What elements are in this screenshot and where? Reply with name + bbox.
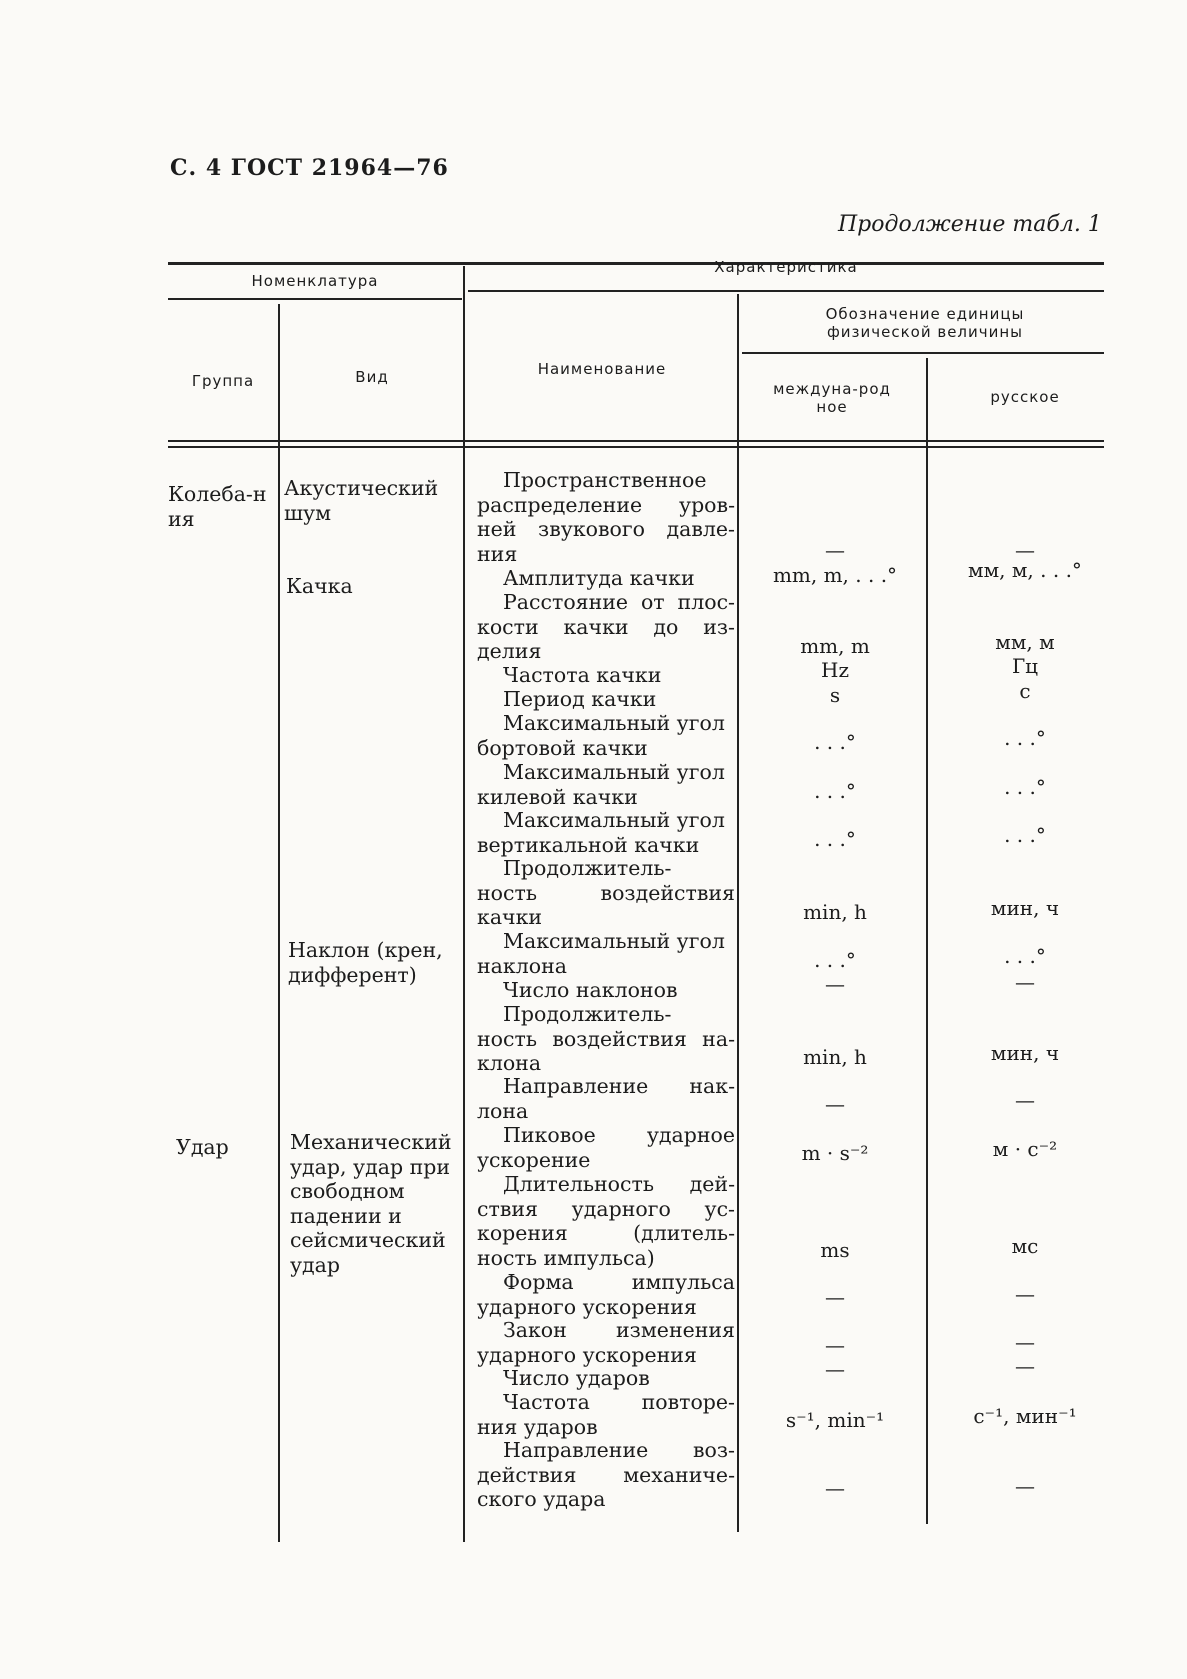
unit-intl-row-15: — [825,1285,845,1309]
name-line: ность воздействия на- [477,1026,735,1051]
unit-intl-row-2: mm, m [800,634,870,658]
name-line: Продолжитель- [503,856,672,880]
unit-rus-row-4: с [1019,679,1031,703]
unit-intl-row-6: . . .° [814,779,856,803]
unit-intl-row-4: s [829,683,841,707]
name-line: Число ударов [503,1366,650,1390]
unit-rus-row-3: Гц [1011,654,1039,678]
group-vibration: Колеба-ния [168,482,267,531]
name-line: ния ударов [477,1414,598,1439]
name-line: бортовой качки [477,735,648,760]
name-row-5 [477,711,735,760]
unit-rus-row-7: . . .° [1004,823,1046,847]
name-row-18 [477,1390,735,1439]
name-row-4 [477,687,735,712]
name-line: ударного ускорения [477,1342,697,1367]
name-row-6 [477,760,735,809]
name-row-12 [477,1074,735,1123]
name-line: клона [477,1051,542,1075]
name-line: Максимальный угол [503,760,725,784]
unit-rule [742,352,1104,354]
header-unit-designation: Обозначение единицы физической величины [825,305,1025,341]
unit-rus-row-1: мм, м, . . .° [968,558,1082,582]
col-divider-type [463,266,465,1542]
header-type: Вид [355,368,389,386]
unit-intl-row-18: s⁻¹, min⁻¹ [785,1408,885,1432]
name-row-7 [477,808,735,857]
name-line: Максимальный угол [503,711,725,735]
header-group: Группа [191,372,255,390]
header-name: Наименование [537,360,667,378]
name-line: Амплитуда качки [503,566,695,590]
unit-rus-row-17: — [1015,1354,1035,1378]
header-characteristic: Характеристика [714,258,858,276]
unit-intl-row-7: . . .° [814,827,856,851]
header-bottom-rule-1 [168,440,1104,442]
unit-intl-row-5: . . .° [814,730,856,754]
name-row-8 [477,856,735,930]
unit-intl-row-11: min, h [803,1045,867,1069]
unit-intl-row-8: min, h [803,900,867,924]
unit-rus-row-13: м · с⁻² [992,1137,1058,1161]
name-row-14 [477,1172,735,1270]
name-line: ударного ускорения [477,1294,697,1319]
unit-intl-row-17: — [825,1357,845,1381]
name-line: наклона [477,953,567,978]
name-row-1 [477,566,735,591]
name-line: Форма импульса [503,1270,735,1294]
unit-intl-row-13: m · s⁻² [801,1141,869,1165]
unit-intl-row-16: — [825,1333,845,1357]
name-line: вертикальной качки [477,832,700,857]
nomenclature-rule [168,298,462,300]
header-russian: русское [990,388,1060,406]
name-row-9 [477,929,735,978]
type-rolling: Качка [286,574,353,598]
header-international: междуна-родное [773,380,891,416]
unit-rus-row-11: мин, ч [990,1041,1060,1065]
header-nomenclature: Номенклатура [251,272,379,290]
page-header: С. 4 ГОСТ 21964—76 [170,155,449,181]
name-row-17 [477,1366,735,1391]
type-tilt: Наклон (крен, дифферент) [288,938,443,987]
unit-rus-row-10: — [1015,970,1035,994]
name-line: корения (длитель- [477,1221,735,1245]
name-line: ность воздействия [477,880,735,905]
type-mechanical-shock: Механический удар, удар при свободном падении и сейсмический удар [290,1130,452,1277]
name-line: делия [477,639,542,663]
name-line: килевой качки [477,784,638,809]
name-row-3 [477,663,735,688]
unit-rus-row-15: — [1015,1282,1035,1306]
name-line: Направление воз- [503,1438,735,1462]
name-row-16 [477,1318,735,1367]
unit-intl-row-1: mm, m, . . .° [772,563,898,587]
name-line: ность импульса) [477,1245,655,1270]
name-row-11 [477,1002,735,1076]
name-line: Пространственное [503,468,707,492]
unit-intl-row-14: ms [820,1238,850,1262]
unit-rus-row-8: мин, ч [990,896,1060,920]
name-line: Максимальный угол [503,929,725,953]
name-line: ния [477,541,518,566]
name-line: качки [477,905,543,929]
name-line: Пиковое ударное [503,1123,735,1147]
col-divider-group [278,304,280,1542]
name-line: Направление нак- [503,1074,735,1098]
unit-rus-row-14: мс [1011,1234,1039,1258]
name-line: ствия ударного ус- [477,1196,735,1221]
unit-rus-row-12: — [1015,1088,1035,1112]
unit-rus-row-19: — [1015,1474,1035,1498]
unit-rus-row-5: . . .° [1004,726,1046,750]
group-shock: Удар [176,1135,229,1159]
unit-intl-row-0: — [825,538,845,562]
name-row-15 [477,1270,735,1319]
name-row-19 [477,1438,735,1512]
unit-rus-row-2: мм, м [995,630,1055,654]
characteristic-rule [468,290,1104,292]
name-line: распределение уров- [477,492,735,517]
name-line: Период качки [503,687,657,711]
name-row-10 [477,978,735,1003]
name-line: Максимальный угол [503,808,725,832]
col-divider-name [737,294,739,1532]
unit-rus-row-0: — [1015,538,1035,562]
unit-rus-row-6: . . .° [1004,775,1046,799]
unit-intl-row-12: — [825,1092,845,1116]
unit-rus-row-16: — [1015,1330,1035,1354]
name-line: лона [477,1098,529,1123]
unit-rus-row-18: с⁻¹, мин⁻¹ [973,1404,1077,1428]
name-line: ского удара [477,1487,606,1511]
name-line: Частота качки [503,663,662,687]
name-row-2 [477,590,735,664]
name-row-13 [477,1123,735,1172]
name-line: ней звукового давле- [477,517,735,541]
name-row-0 [477,468,735,566]
name-line: Продолжитель- [503,1002,672,1026]
name-line: Длительность дей- [503,1172,735,1196]
name-line: Частота повторе- [503,1390,735,1414]
table-continuation-label: Продолжение табл. 1 [838,212,1102,237]
name-line: Число наклонов [503,978,678,1002]
name-line: Закон изменения [503,1318,735,1342]
name-line: кости качки до из- [477,614,735,639]
name-line: ускорение [477,1147,591,1172]
unit-intl-row-9: . . .° [814,948,856,972]
name-line: Расстояние от плос- [503,590,735,614]
header-bottom-rule-2 [168,446,1104,448]
unit-intl-row-19: — [825,1476,845,1500]
type-acoustic-noise: Акустический шум [284,476,439,525]
unit-intl-row-10: — [825,972,845,996]
name-line: действия механиче- [477,1462,735,1487]
unit-intl-row-3: Hz [821,658,849,682]
unit-rus-row-9: . . .° [1004,944,1046,968]
